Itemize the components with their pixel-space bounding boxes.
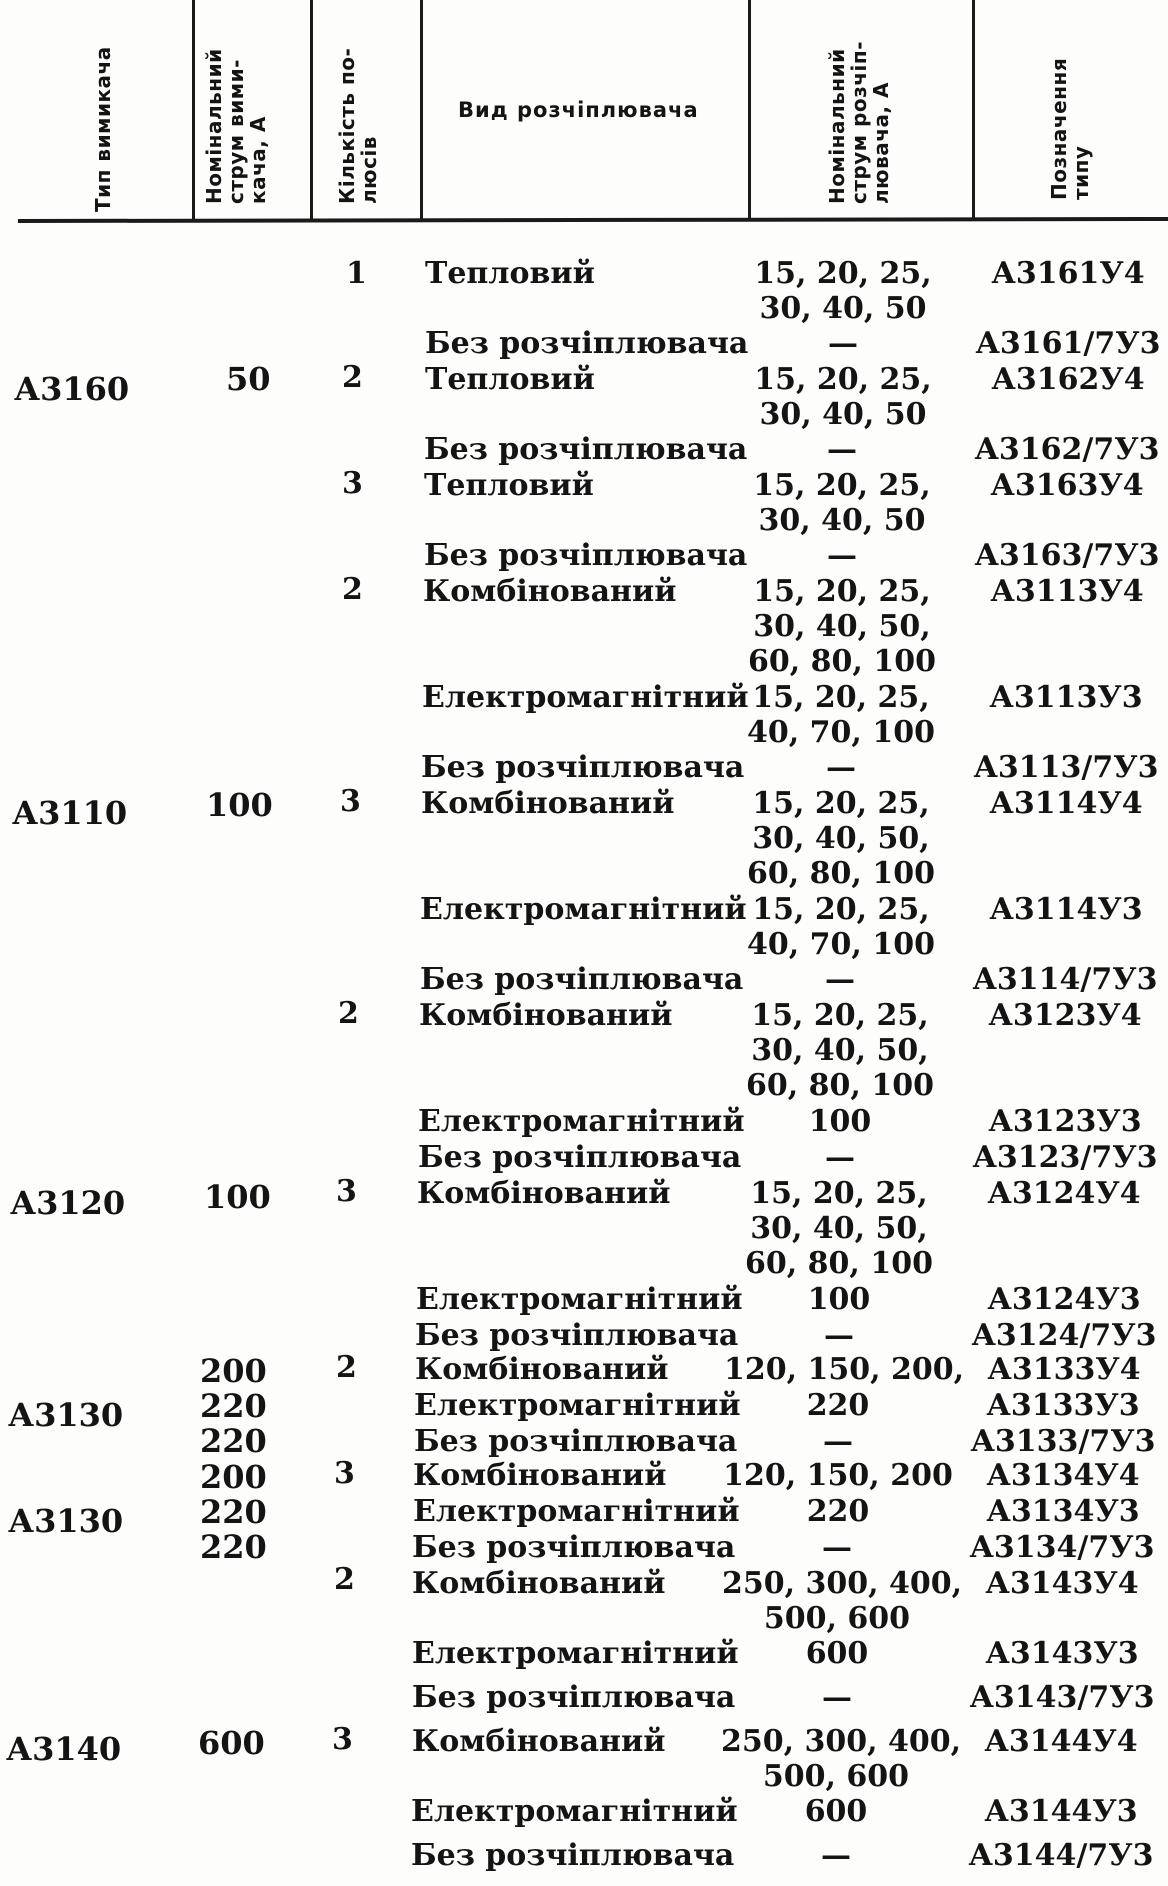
release-kind: Без розчіплювача	[421, 750, 745, 785]
release-kind: Електромагнітний	[412, 1636, 739, 1671]
col-divider	[972, 0, 975, 220]
type-designation: А3133/7У3	[970, 1424, 1156, 1459]
release-current-values: 600	[805, 1636, 869, 1671]
type-designation: А3113У4	[990, 574, 1144, 609]
breaker-current: 100	[204, 1178, 271, 1216]
type-designation: А3134/7У3	[969, 1530, 1155, 1565]
breaker-type: А3130	[8, 1396, 124, 1434]
release-kind: Тепловий	[424, 468, 594, 503]
pole-count: 3	[336, 1174, 357, 1209]
pole-count: 1	[346, 256, 367, 291]
pole-count: 2	[338, 996, 359, 1031]
type-designation: А3161/7У3	[975, 326, 1161, 361]
breaker-current: 50	[226, 360, 271, 398]
release-current-values: 220	[806, 1494, 870, 1529]
release-current-values: 120, 150, 200,	[724, 1352, 965, 1387]
breaker-current: 200 220 220	[200, 1352, 267, 1460]
release-kind: Електромагнітний	[418, 1104, 745, 1139]
release-current-values: 600	[804, 1794, 868, 1829]
release-kind: Електромагнітний	[422, 680, 749, 715]
release-current-values: —	[825, 962, 855, 997]
release-kind: Електромагнітний	[416, 1282, 743, 1317]
release-current-values: —	[823, 1424, 853, 1459]
type-designation: А3134У4	[986, 1458, 1140, 1493]
release-kind: Без розчіплювача	[412, 1680, 736, 1715]
release-kind: Електромагнітний	[414, 1388, 741, 1423]
pole-count: 2	[342, 360, 363, 395]
type-designation: А3114У3	[989, 892, 1143, 927]
pole-count: 2	[342, 572, 363, 607]
release-kind: Тепловий	[425, 256, 595, 291]
pole-count: 3	[332, 1722, 353, 1757]
release-current-values: 15, 20, 25, 40, 70, 100	[747, 892, 935, 962]
col-divider	[420, 0, 423, 220]
type-designation: А3163У4	[990, 468, 1144, 503]
release-current-values: 100	[808, 1104, 872, 1139]
pole-count: 3	[342, 466, 363, 501]
type-designation: А3123/7У3	[972, 1140, 1158, 1175]
col-divider	[748, 0, 751, 220]
release-kind: Без розчіплювача	[420, 962, 744, 997]
release-current-values: 100	[807, 1282, 871, 1317]
breaker-type: А3120	[10, 1184, 126, 1222]
header-rule	[18, 217, 1168, 223]
type-designation: А3144У3	[984, 1794, 1138, 1829]
release-kind: Без розчіплювача	[418, 1140, 742, 1175]
type-designation: А3123У4	[988, 998, 1142, 1033]
type-designation: А3114/7У3	[972, 962, 1158, 997]
type-designation: А3133У4	[987, 1352, 1141, 1387]
pole-count: 3	[340, 784, 361, 819]
header-designation: Позначення типу	[1047, 57, 1093, 200]
release-current-values: 220	[806, 1388, 870, 1423]
col-divider	[310, 0, 313, 220]
type-designation: А3114У4	[989, 786, 1143, 821]
release-kind: Без розчіплювача	[425, 326, 749, 361]
header-rated-current: Номінальний струм вими- кача, А	[202, 48, 270, 204]
release-current-values: 15, 20, 25, 40, 70, 100	[747, 680, 935, 750]
pole-count: 3	[334, 1456, 355, 1491]
release-current-values: 120, 150, 200	[723, 1458, 953, 1493]
type-designation: А3124У4	[987, 1176, 1141, 1211]
release-kind: Комбінований	[423, 574, 677, 609]
type-designation: А3143У3	[985, 1636, 1139, 1671]
release-current-values: —	[827, 538, 857, 573]
type-designation: А3124У3	[987, 1282, 1141, 1317]
type-designation: А3134У3	[986, 1494, 1140, 1529]
header-release-current: Номінальний струм розчіп- лювача, А	[825, 41, 893, 204]
release-current-values: 250, 300, 400, 500, 600	[722, 1566, 963, 1636]
type-designation: А3144/7У3	[968, 1838, 1154, 1873]
release-current-values: —	[821, 1838, 851, 1873]
release-kind: Комбінований	[421, 786, 675, 821]
breaker-current: 600	[198, 1724, 265, 1762]
pole-count: 2	[334, 1562, 355, 1597]
release-current-values: —	[828, 326, 858, 361]
release-kind: Без розчіплювача	[411, 1838, 735, 1873]
release-kind: Без розчіплювача	[412, 1530, 736, 1565]
type-designation: А3133У3	[986, 1388, 1140, 1423]
release-current-values: 15, 20, 25, 30, 40, 50, 60, 80, 100	[748, 574, 936, 679]
release-current-values: —	[825, 1140, 855, 1175]
release-kind: Без розчіплювача	[424, 432, 748, 467]
release-kind: Комбінований	[413, 1458, 667, 1493]
type-designation: А3124/7У3	[971, 1318, 1157, 1353]
release-current-values: —	[822, 1680, 852, 1715]
release-current-values: 15, 20, 25, 30, 40, 50	[753, 468, 931, 538]
release-kind: Комбінований	[415, 1352, 669, 1387]
header-poles: Кількість по- люсів	[335, 47, 381, 204]
release-current-values: 250, 300, 400, 500, 600	[721, 1724, 962, 1794]
release-kind: Без розчіплювача	[415, 1318, 739, 1353]
type-designation: А3143/7У3	[969, 1680, 1155, 1715]
release-kind: Без розчіплювача	[424, 538, 748, 573]
release-kind: Комбінований	[417, 1176, 671, 1211]
release-current-values: 15, 20, 25, 30, 40, 50, 60, 80, 100	[747, 786, 935, 891]
release-current-values: 15, 20, 25, 30, 40, 50	[754, 362, 932, 432]
release-current-values: —	[826, 750, 856, 785]
release-kind: Без розчіплювача	[414, 1424, 738, 1459]
release-kind: Тепловий	[425, 362, 595, 397]
release-kind: Комбінований	[412, 1566, 666, 1601]
breaker-type: А3160	[14, 370, 130, 408]
type-designation: А3144У4	[984, 1724, 1138, 1759]
type-designation: А3162/7У3	[974, 432, 1160, 467]
release-kind: Електромагнітний	[413, 1494, 740, 1529]
type-designation: А3113/7У3	[973, 750, 1159, 785]
release-kind: Електромагнітний	[411, 1794, 738, 1829]
type-designation: А3143У4	[985, 1566, 1139, 1601]
release-kind: Електромагнітний	[420, 892, 747, 927]
release-current-values: 15, 20, 25, 30, 40, 50	[754, 256, 932, 326]
breaker-type: А3130	[8, 1502, 124, 1540]
type-designation: А3163/7У3	[974, 538, 1160, 573]
breaker-type: А3110	[12, 794, 128, 832]
release-current-values: —	[824, 1318, 854, 1353]
release-current-values: 15, 20, 25, 30, 40, 50, 60, 80, 100	[745, 1176, 933, 1281]
release-current-values: 15, 20, 25, 30, 40, 50, 60, 80, 100	[746, 998, 934, 1103]
header-type: Тип вимикача	[91, 46, 115, 212]
release-kind: Комбінований	[419, 998, 673, 1033]
breaker-type: А3140	[6, 1730, 122, 1768]
header-release-kind: Вид розчіплювача	[458, 98, 699, 122]
type-designation: А3113У3	[989, 680, 1143, 715]
release-current-values: —	[827, 432, 857, 467]
type-designation: А3162У4	[991, 362, 1145, 397]
release-current-values: —	[822, 1530, 852, 1565]
type-designation: А3161У4	[991, 256, 1145, 291]
breaker-current: 200 220 220	[200, 1458, 267, 1566]
release-kind: Комбінований	[412, 1724, 666, 1759]
pole-count: 2	[336, 1350, 357, 1385]
col-divider	[192, 0, 195, 220]
type-designation: А3123У3	[988, 1104, 1142, 1139]
breaker-current: 100	[206, 786, 273, 824]
